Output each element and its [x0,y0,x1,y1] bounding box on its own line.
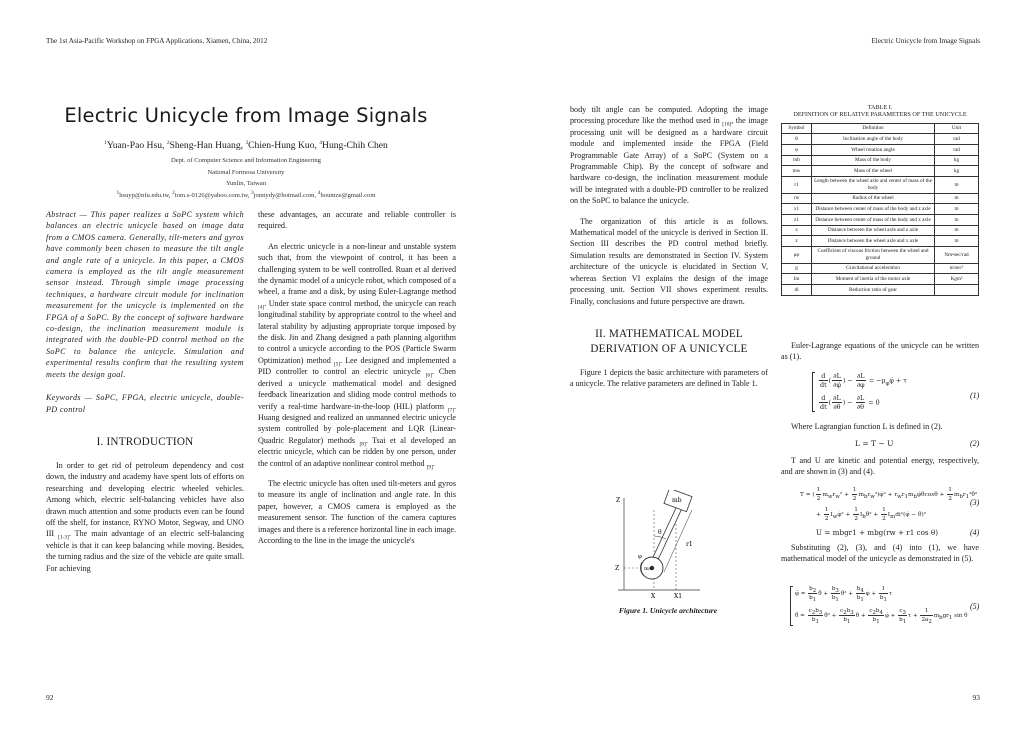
table-cell-symbol: z1 [782,214,812,225]
table-row [782,263,979,274]
email-link[interactable]: hsuyp@nfu.edu.tw, [119,191,173,199]
equation-line: φ̈ = $\frac{b2}{b1}$ θ̈ + $\frac{b3}{b1}$ θ̇² + $\frac{b4}{b1}$ φ̇ + $\frac{1}{b1}$ τ [795,586,893,604]
table-cell-unit: m/sec² [935,263,979,274]
table-cell-symbol: Im [782,274,812,285]
affiliation-dept: Dept. of Computer Science and Information Engineering [171,157,321,164]
equation-5 [790,584,968,628]
email-link[interactable]: tom.s-0126@yahoo.com.tw, [174,191,251,199]
figure-caption: Figure 1. Unicycle architecture [618,606,718,615]
keywords-text: — SoPC, FPGA, electric unicycle, double-PD control [46,393,244,414]
x-bottom-label: X [651,593,656,600]
section-heading-line: II. MATHEMATICAL MODEL [595,327,743,340]
paragraph-text: . Tsai et al developed an electric unicycle, which can be ridden by one person, under the control of an adaptive nonlinear control method [258,435,456,468]
author-mark: 1 [104,139,107,146]
table-cell-definition: Inclination angle of the body [812,134,935,145]
equation-line: T = ( $\frac{1}{2}$ mwrw² + $\frac{1}{2}$ mbrw²)φ̇² + rwr1mbφ̇θ̇cosθ + $\frac{1}{2}$ mbr1²θ̇² [800,487,978,502]
table-cell-unit [935,284,979,295]
equation-line: + $\frac{1}{2}$ Iwφ̇² + $\frac{1}{2}$ Ibθ̇² + $\frac{1}{2}$ Imdi²(φ̇ − θ̇)² [816,507,927,522]
table-row [782,225,979,236]
equation-1-number: (1) [970,391,980,400]
sensor-paragraph: The electric unicycle has often used tilt-meters and gyros to measure its angle of inclination and angle rate. In this paper, however, a CMOS camera is employed as the measurement sensor. The function of the camera captures images and there is a reference horizontal line in each image. According to the line in the image the unicycle's [258,478,456,545]
equation-3 [800,484,978,524]
email-link[interactable]: jonnydy@hotmail.com, [253,191,318,199]
method-paragraph [570,104,768,207]
table-cell-symbol: φ [782,145,812,156]
column-4-energy [781,455,979,487]
table-header-row [782,123,979,134]
table-cell-unit: rad [935,145,979,156]
intro-paragraph-continued: these advantages, an accurate and reliable controller is required. [258,210,456,231]
paragraph-text: , the image processing unit will be designed as a hardware circuit module and implemented inside the FPGA (Field Programmable Gate Array) of a SoPC (System on a Programmable Chip). By the concept of software and hardware co-design, the inclination measurement module will be integrated with a double-PD controller to be realized on the SoPC to balance the unicycle. [570,116,768,206]
author-mark: 3 [245,139,249,146]
table-cell-unit: m [935,176,979,193]
author-name: Yuan-Pao Hsu, [106,140,167,151]
table-cell-definition: Reduction ratio of gear [812,284,935,295]
table-row [782,155,979,166]
energy-paragraph: T and U are kinetic and potential energy, respectively, and are shown in (3) and (4). [781,456,979,477]
table-row [782,204,979,215]
table-cell-unit: kg [935,166,979,177]
citation-link[interactable]: [5] [333,361,341,368]
organization-paragraph: The organization of this article is as follows. Mathematical model of the unicycle is derived in Section II. Section III describes the PD control method briefly. Simulation results are demonstrated in Section IV. System architecture of the unicycle is elucidated in Section V, whereas Section VI explains the design of the image processing unit. Section VII shows experiment results. Finally, conclusions and future perspective are drawn. [570,216,768,306]
table-row [782,193,979,204]
table-cell-definition: Mass of the body [812,155,935,166]
column-2 [258,209,456,555]
table-label: TABLE I. [867,104,893,111]
table-cell-unit: kg [935,155,979,166]
author-name: Sheng-Han Huang, [169,140,246,151]
equation-4: U = mbgr1 + mbg(rw + r1 cos θ) [816,528,939,537]
table-row [782,236,979,247]
table-cell-definition: Coefficient of viscous friction between the wheel and ground [812,246,935,263]
table-row [782,246,979,263]
table-cell-symbol: mb [782,155,812,166]
intro-paragraph [46,460,244,574]
table-cell-symbol: di [782,284,812,295]
theta-label: θ [658,529,662,536]
euler-lagrange-paragraph: Euler-Lagrange equations of the unicycle can be written as (1). [781,341,979,362]
table-cell-unit: m [935,236,979,247]
paragraph-text: In order to get rid of petroleum dependency and cost down, the industry and academy have spent lots of efforts on researching and developing electric wheeled vehicles. Among which, electric self-balancing vehicles have also drawn much attention and some products even can be found off the shelf, for instance, RYNO Motor, Segway, and UNO III [46,460,244,539]
equation-5-number: (5) [970,602,980,611]
affiliation-university: National Formosa University [207,168,285,176]
author-mark: 2 [166,139,170,146]
column-4-substitution [781,542,979,574]
lagrangian-paragraph: Where Lagrangian function L is defined in (2). [791,422,943,431]
equation-1 [812,370,932,414]
equation-4-number: (4) [970,528,980,537]
table-cell-unit: m [935,214,979,225]
table-cell-definition: Gravitational acceleration [812,263,935,274]
table-cell-symbol: mw [782,166,812,177]
table-caption: DEFINITION OF RELATIVE PARAMETERS OF THE UNICYCLE [793,111,967,119]
figure-reference-paragraph: Figure 1 depicts the basic architecture with parameters of a unicycle. The relative parameters are defined in Table 1. [570,367,768,389]
page-number-right: 93 [972,693,980,702]
citation-link[interactable]: [9] [426,464,433,471]
paragraph-text: An electric unicycle is a non-linear and unstable system such that, from the viewpoint of control, it has been a challenging system to be well controlled. Ruan et al derived the dynamic model of a unicycle robot, which composed of a wheel, a frame and a disk, by using Euler-Lagrange method [258,241,457,297]
column-1 [46,209,244,583]
x1-label: X1 [674,593,683,600]
unicycle-diagram [596,490,726,600]
keywords-label: Keywords [46,393,81,403]
equation-brace [790,586,793,626]
table-cell-unit: rad [935,134,979,145]
table-cell-definition: Length between the wheel axle and center of mass of the body [812,176,935,193]
paragraph-text: . Lee designed and implemented a PID controller to control an electric unicycle [258,355,456,377]
email-mark: 4 [317,189,321,196]
equation-3-number: (3) [970,498,980,507]
column-4-intro [781,340,979,372]
table-row [782,284,979,295]
z-top-label: Z [616,497,621,504]
author-name: Hung-Chih Chen [322,140,388,151]
table-cell-symbol: x [782,225,812,236]
paper-title: Electric Unicycle from Image Signals [64,104,428,127]
table-row [782,176,979,193]
author-mark: 4 [319,139,323,146]
parameter-table-block [781,104,979,296]
table-cell-definition: Distance between center of mass of the body and z axle [812,204,935,215]
equation-line: θ̈ = $\frac{c2b3}{b1}$ θ̇² + $\frac{c2b3}{b1}$ θ̇ + $\frac{c2b4}{b1}$ φ̇ + $\frac{c3}{b1}$ τ + $\frac{1}{2a2}$ mbgr1 sin θ [795,608,968,626]
citation-link[interactable]: [4] [258,304,265,311]
paragraph-text: . Chen derived a unicycle mathematical model and designed feedback linearization and sliding mode control methods to verify a real-time hardware-in-the-loop (HIL) platform [258,367,456,411]
mb-label: mb [672,497,682,504]
section-heading-line: DERIVATION OF A UNICYCLE [590,342,748,355]
table-cell-unit: Nm•sec/rad [935,246,979,263]
table-cell-unit: m [935,225,979,236]
table-cell-definition: Wheel rotation angle [812,145,935,156]
author-list [46,140,446,151]
equation-2: L = T − U [855,439,894,448]
paragraph-text: . [432,458,435,468]
column-3 [570,104,768,399]
table-cell-definition: Mass of the wheel [812,166,935,177]
table-cell-symbol: z [782,236,812,247]
section-heading-model [570,327,768,357]
phi-label: φ [638,554,642,560]
table-cell-symbol: θ [782,134,812,145]
page-number-left: 92 [46,693,54,702]
citation-link[interactable]: [1-3] [58,534,69,541]
equation-line: $\frac{d}{dt}$ ( $\frac{\partial L}{\partial\varphi̇}$ ) − $\frac{\partial L}{\partial\varphi}$ = $-\mu_\varphi\varphi̇ + \tau$ [820,372,907,389]
table-cell-definition: Moment of inertia of the motor axle [812,274,935,285]
table-row [782,274,979,285]
citation-link[interactable]: [7] [447,407,454,414]
table-header-unit: Unit [935,123,979,134]
table-cell-symbol: μφ [782,246,812,263]
equation-brace [812,372,815,412]
table-cell-unit: m [935,193,979,204]
parameter-table [781,123,979,296]
table-header-symbol: Symbol [782,123,812,134]
running-head-right: Electric Unicycle from Image Signals [871,37,980,45]
table-cell-definition: Distance between the wheel axle and z axle [812,225,935,236]
running-head-left: The 1st Asia-Pacific Workshop on FPGA Applications, Xiamen, China, 2012 [46,37,268,45]
equation-line: $\frac{d}{dt}$ ( $\frac{\partial L}{\partial\thetȧ}$ ) − $\frac{\partial L}{\partial\theta}$ = 0 [820,394,880,411]
paragraph-text: . The main advantage of an electric self-balancing vehicle is that it can keep balancing while moving. Besides, the turning radius and the size of the vehicle are quite small. For achieving [46,529,244,573]
affiliation-location: Yunlin, Taiwan [225,180,267,188]
mw-label: mw [644,566,654,572]
table-cell-definition: Radius of the wheel [812,193,935,204]
paragraph-text: . Huang designed and realized an unmanned electric unicycle system controlled by pole-placement and LQR (Linear-Quadric Regulator) methods [258,401,456,445]
email-mark: 1 [116,189,120,196]
paragraph-text: . Under state space control method, the unicycle can reach longitudinal stability by appropriate control to the wheel and lateral stability by adjusting appropriate torque imposed by the disk. Jin and Zhang designed a path planning algorithm to control a unicycle according to the POS (Particle Swarm Optimization) method [258,298,456,365]
author-emails [46,190,446,202]
table-row [782,166,979,177]
r1-label: r1 [686,541,693,548]
citation-link[interactable]: [10] [722,122,732,129]
table-row [782,134,979,145]
abstract-label: Abstract [46,210,77,219]
citation-link[interactable]: [8] [359,441,366,448]
paragraph-text: body tilt angle can be computed. Adopting the image processing procedure like the method used in [570,105,768,126]
keywords [46,392,244,415]
substitution-paragraph: Substituting (2), (3), and (4) into (1), we have mathematical model of the unicycle as demonstrated in (5). [781,543,979,564]
equation-2-number: (2) [970,439,980,448]
title-block [46,104,446,201]
table-cell-definition: Distance between the wheel axle and x axle [812,236,935,247]
table-cell-unit: Kgm² [935,274,979,285]
z-mid-label: Z [615,565,620,572]
email-mark: 3 [250,189,254,196]
table-header-definition: Definition [812,123,935,134]
related-work-paragraph [258,241,456,469]
figure-unicycle-architecture [596,490,726,600]
table-cell-symbol: x1 [782,204,812,215]
table-cell-definition: Distance between center of mass of the body and x axle [812,214,935,225]
table-cell-unit: m [935,204,979,215]
section-heading-introduction: I. INTRODUCTION [96,435,194,448]
table-cell-symbol: g [782,263,812,274]
email-mark: 2 [172,189,175,196]
abstract [46,209,244,380]
citation-link[interactable]: [6] [425,372,432,379]
table-cell-symbol: r1 [782,176,812,193]
author-name: Chien-Hung Kuo, [248,140,320,151]
abstract-text: — This paper realizes a SoPC system which balances an electric unicycle based on image data from a CMOS camera. Generally, tilt-meters and gyros have commonly been chosen to measure the tilt angle and angle rate of a unicycle. In this paper, a CMOS camera is employed as the tilt angle measurement sensor instead. Through simple image processing techniques, a hardware circuit module for inclination measurement for the unicycle is implemented on the FPGA of a SoPC. By the concept of software hardware co-design, the inclination measurement module is integrated with the double-PD control method on the SoPC to balance the unicycle. Simulation and experimental results confirm that the resulting system meets the design goal. [46,210,244,379]
table-cell-symbol: rw [782,193,812,204]
email-link[interactable]: houmze@gmail.com [320,191,376,199]
table-row [782,145,979,156]
table-row [782,214,979,225]
